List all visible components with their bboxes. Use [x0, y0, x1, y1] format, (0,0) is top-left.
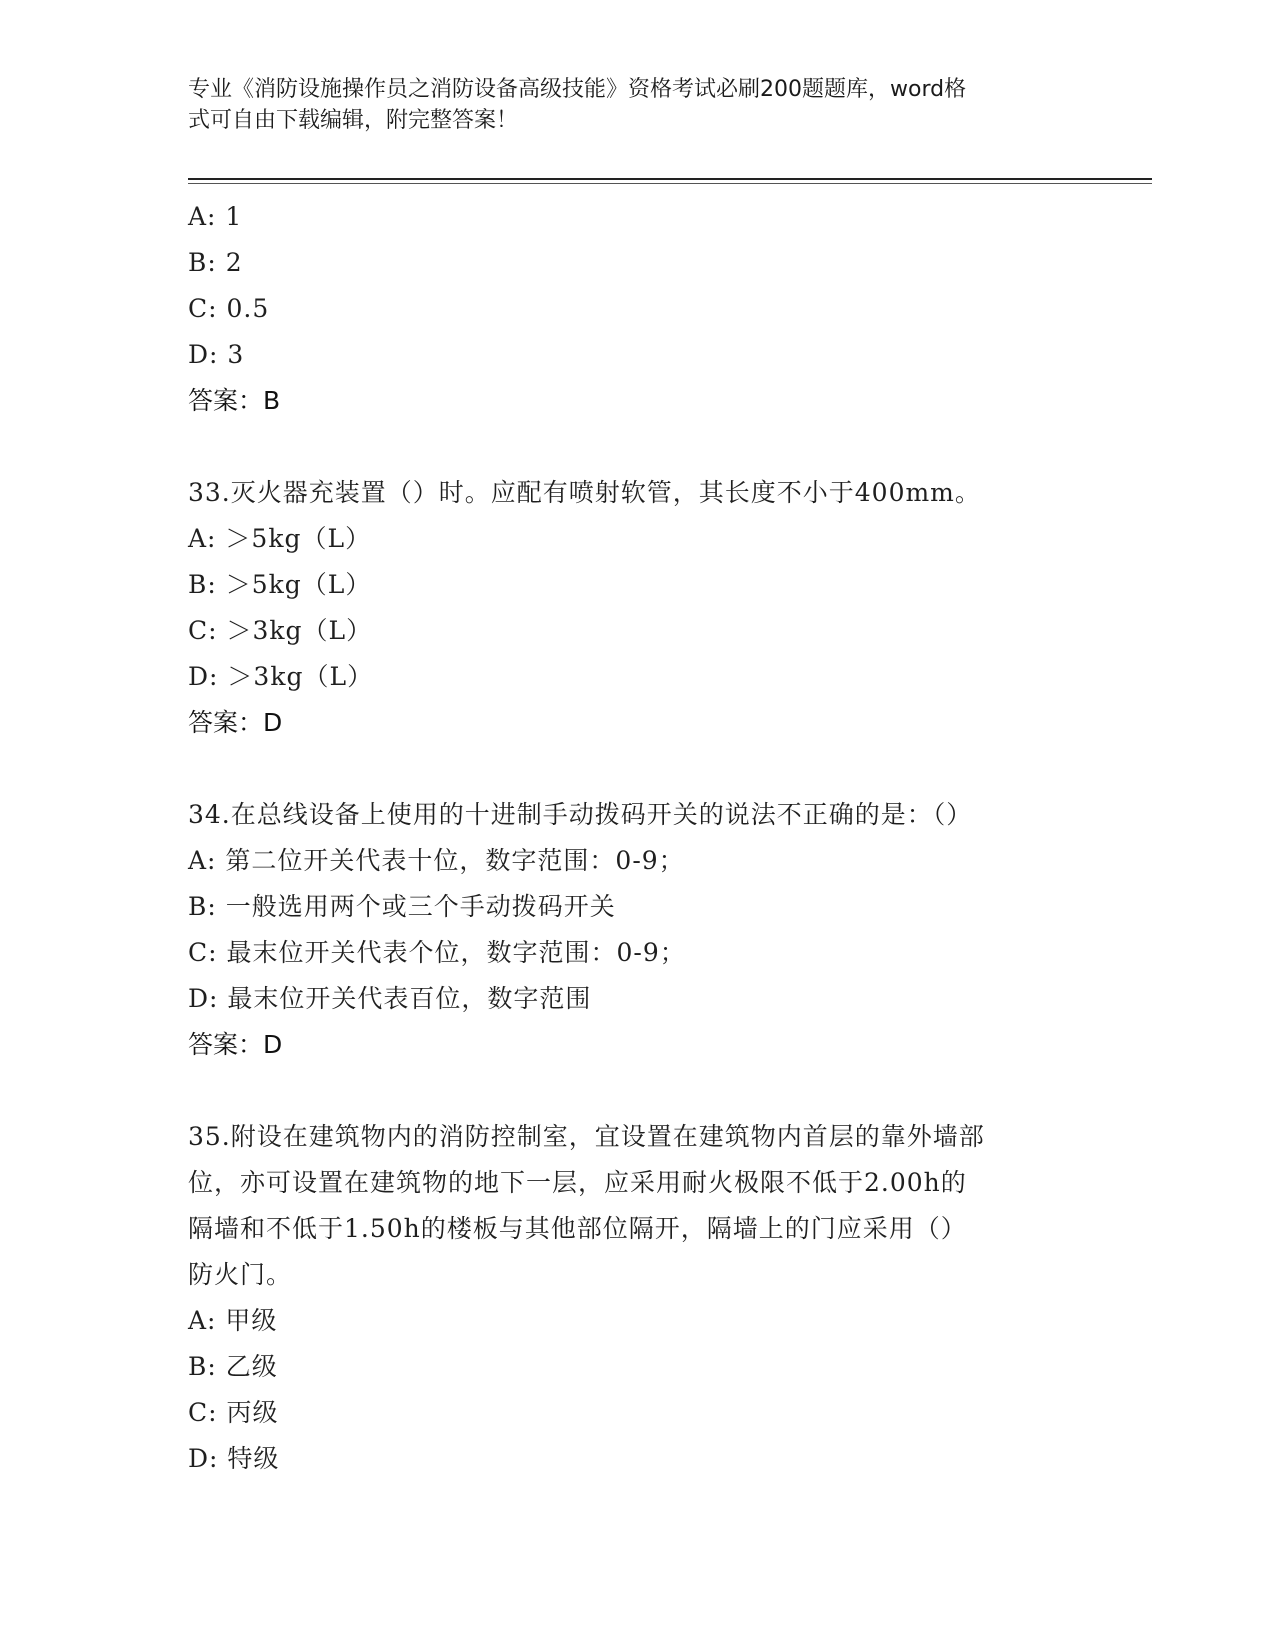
answer: 答案：D [188, 1030, 283, 1059]
question-32 [188, 194, 1088, 424]
option-d: D: 特级 [188, 1444, 280, 1473]
option-c: C: 0.5 [188, 294, 270, 323]
answer: 答案：D [188, 708, 283, 737]
option-a: A: 第二位开关代表十位，数字范围：0-9； [188, 846, 685, 875]
header-rule-thick [188, 178, 1152, 180]
option-b: B: 一般选用两个或三个手动拨码开关 [188, 892, 616, 921]
question-35 [188, 1114, 1088, 1482]
spacer [188, 424, 1088, 470]
question-content [188, 194, 1088, 1482]
option-b: B: 2 [188, 248, 243, 277]
answer: 答案：B [188, 386, 281, 415]
option-b: B: ＞5kg（L） [188, 570, 372, 599]
question-text-line-1: 35.附设在建筑物内的消防控制室，宜设置在建筑物内首层的靠外墙部 [188, 1122, 985, 1151]
option-d: D: 最末位开关代表百位，数字范围 [188, 984, 592, 1013]
option-a: A: 甲级 [188, 1306, 278, 1335]
option-a: A: 1 [188, 202, 243, 231]
question-text-line-4: 防火门。 [188, 1260, 293, 1289]
question-text-line-3: 隔墙和不低于1.50h的楼板与其他部位隔开，隔墙上的门应采用（） [188, 1214, 967, 1243]
page-header [188, 74, 1068, 136]
header-line-1: 专业《消防设施操作员之消防设备高级技能》资格考试必刷200题题库，word格 [188, 77, 967, 102]
option-a: A: ＞5kg（L） [188, 524, 372, 553]
question-text: 34.在总线设备上使用的十进制手动拨码开关的说法不正确的是：（） [188, 800, 973, 829]
question-text-line-2: 位，亦可设置在建筑物的地下一层，应采用耐火极限不低于2.00h的 [188, 1168, 967, 1197]
header-rule-thin [188, 183, 1152, 184]
option-b: B: 乙级 [188, 1352, 278, 1381]
option-d: D: 3 [188, 340, 245, 369]
option-c: C: 丙级 [188, 1398, 279, 1427]
spacer [188, 1068, 1088, 1114]
question-text: 33.灭火器充装置（）时。应配有喷射软管，其长度不小于400mm。 [188, 478, 981, 507]
option-c: C: 最末位开关代表个位，数字范围：0-9； [188, 938, 686, 967]
question-33 [188, 470, 1088, 746]
spacer [188, 746, 1088, 792]
question-34 [188, 792, 1088, 1068]
option-c: C: ＞3kg（L） [188, 616, 373, 645]
header-line-2: 式可自由下载编辑，附完整答案！ [188, 108, 519, 133]
option-d: D: ＞3kg（L） [188, 662, 374, 691]
